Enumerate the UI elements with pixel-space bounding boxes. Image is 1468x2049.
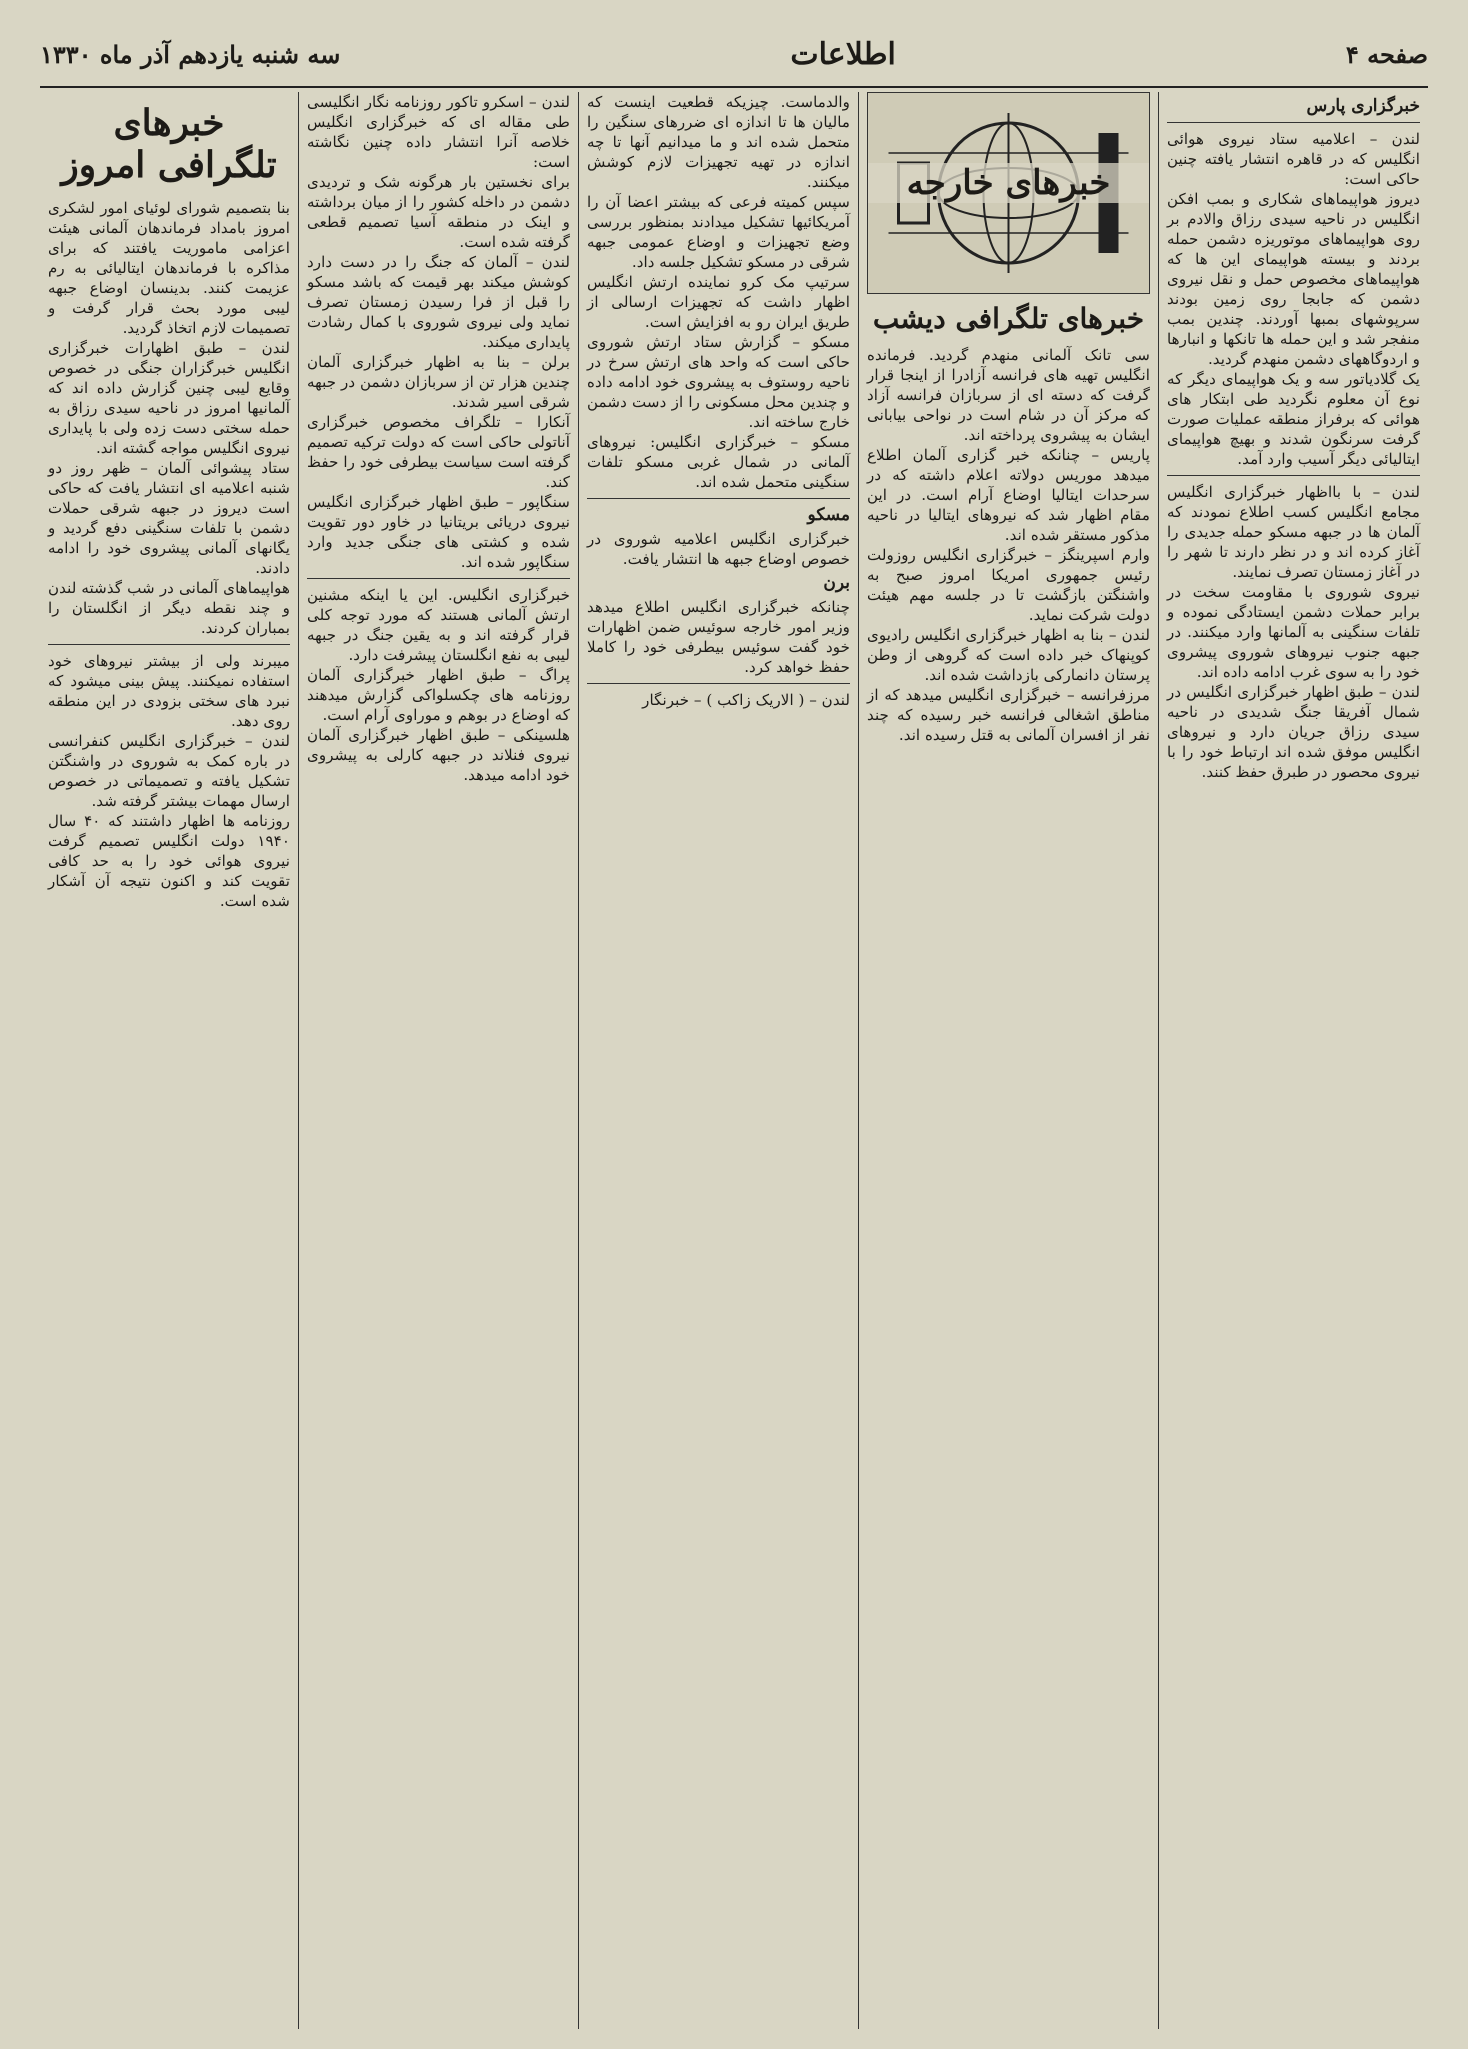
divider xyxy=(587,683,850,684)
center-signature: لندن – ( الاریک زاکب ) – خبرنگار xyxy=(642,691,850,709)
banner-title: خبرهای خارجه xyxy=(868,163,1149,203)
center-sub-body-1: خبرگزاری انگلیس اعلامیه شوروی در خصوص اوضاع جبهه ها انتشار یافت. xyxy=(582,530,850,568)
divider xyxy=(587,498,850,499)
section-banner xyxy=(867,92,1150,294)
paper-name: اطلاعات xyxy=(790,36,896,72)
column-headline xyxy=(40,92,298,2029)
center-sub-title-2: برن xyxy=(823,573,850,593)
pars-title: خبرگزاری پارس xyxy=(1306,96,1420,116)
column-today xyxy=(298,92,578,2029)
divider xyxy=(1167,122,1420,123)
today-body: لندن – اسکرو تاکور روزنامه نگار انگلیسی طی مقاله ای که خبرگزاری انگلیس خلاصه آنرا انتشار داده چنین نگاشته است: برای نخستین بار هرگونه شک و تردیدی دشمن در داخله کشور را از میان برداشته و اینک در منطقه آسیا تصمیم قطعی گرفته شده است. لندن – آلمان که جنگ را در دست دارد کوشش میکند بهر قیمت که باشد مسکو را قبل از فرا رسیدن زمستان تصرف نماید ولی نیروی شوروی با کمال رشادت پایداری میکند. برلن – بنا به اظهار خبرگزاری آلمان چندین هزار تن از سربازان دشمن در جبهه شرقی اسیر شدند. آنکارا – تلگراف مخصوص خبرگزاری آناتولی حاکی است که دولت ترکیه تصمیم گرفته است سیاست بیطرفی خود را حفظ کند. سنگاپور – طبق اظهار خبرگزاری انگلیس نیروی دریائی بریتانیا در خاور دور تقویت شده و کشتی های جنگی جدید وارد سنگاپور شده اند. xyxy=(307,93,570,571)
masthead xyxy=(40,30,1428,88)
evening-body: سی تانک آلمانی منهدم گردید. فرمانده انگلیس تهیه های فرانسه آزادرا از اینجا قرار گرفت که دسته ای از سربازان فرانسه آزاد که مرکز آن در شام است در نواحی بیابانی ایشان به پیشروی پرداخته اند. پاریس – چنانکه خبر گزاری آلمان اطلاع میدهد موریس دولاته اعلام داشته که در سرحدات ایتالیا اوضاع آرام است. در این مقام اظهار شد که نیروهای ایتالیا در ناحیه مذکور مستقر شده اند. وارم اسپرینگز – خبرگزاری انگلیس روزولت رئیس جمهوری امریکا امروز صبح به واشنگتن بازگشت تا در جلسه مهم هیئت دولت شرکت نماید. لندن – بنا به اظهار خبرگزاری انگلیس رادیوی کوپنهاک خبر داده است که گروهی از وطن پرستان دانمارکی بازداشت شده اند. مرزفرانسه – خبرگزاری انگلیس میدهد که از مناطق اشغالی فرانسه خبر رسیده که چند نفر از افسران آلمانی به قتل رسیده اند. xyxy=(867,346,1150,744)
issue-date: سه شنبه یازدهم آذر ماه ۱۳۳۰ xyxy=(40,39,341,69)
headline-column-bottom-body: میبرند ولی از بیشتر نیروهای خود استفاده نمیکنند. پیش بینی میشود که نبرد های سختی بزودی در این منطقه روی دهد. لندن – خبرگزاری انگلیس کنفرانسی در باره کمک به شوروی در واشنگتن تشکیل یافته و تصمیماتی در خصوص ارسال مهمات بیشتر گرفته شد. روزنامه ها اظهار داشتند که ۴۰ سال ۱۹۴۰ دولت انگلیس تصمیم گرفت نیروی هوائی خود را به حد کافی تقویت کند و اکنون نتیجه آن آشکار شده است. xyxy=(48,652,290,910)
columns xyxy=(40,92,1428,2029)
column-five-lower-body: لندن – با بااظهار خبرگزاری انگلیس مجامع انگلیس کسب اطلاع نمودند که آلمان ها در جبهه مسکو حمله جدیدی را آغاز کرده اند و در نظر دارند تا شهر را در آغاز زمستان تصرف نمایند. نیروی شوروی با مقاومت سخت در برابر حملات دشمن ایستادگی نموده و تلفات سنگینی به آلمانها وارد میکنند. در جبهه جنوب نیروهای شوروی پیشروی خود را به سوی غرب ادامه داده اند. لندن – طبق اظهار خبرگزاری انگلیس در شمال آفریقا جنگ شدیدی در ناحیه سیدی رزاق جریان دارد و نیروهای انگلیس موفق شده اند ارتباط خود را با نیروی محصور در طبرق حفظ کنند. xyxy=(1167,483,1420,781)
today-lower-body: خبرگزاری انگلیس. این یا اینکه مشنین ارتش آلمانی هستند که مورد توجه کلی قرار گرفته اند و به یقین جنگ در جبهه لیبی به نفع انگلستان پیشرفت دارد. پراگ – طبق اظهار خبرگزاری آلمان روزنامه های چکسلواکی گزارش میدهند که اوضاع در بوهم و موراوی آرام است. هلسینکی – طبق اظهار خبرگزاری آلمان نیروی فنلاند در جبهه کارلی به پیشروی خود ادامه میدهد. xyxy=(307,586,570,784)
page-number: صفحه ۴ xyxy=(1345,39,1428,69)
divider xyxy=(307,578,570,579)
center-body: والدماست. چیزیکه قطعیت اینست که مالیان ها تا اندازه ای ضررهای سنگین را متحمل شده اند و ما میدانیم آنها تا چه اندازه در تهیه تجهیزات لازم کوشش میکنند. سپس کمیته فرعی که بیشتر اعضا آن را آمریکائیها تشکیل میدادند بمنظور بررسی وضع تجهیزات و اوضاع عمومی جبهه شرقی در مسکو تشکیل جلسه داد. سرتیپ مک کرو نماینده ارتش انگلیس اظهار داشت که تجهیزات ارسالی از طریق ایران رو به افزایش است. مسکو – گزارش ستاد ارتش شوروی حاکی است که واحد های ارتش سرخ در ناحیه روستوف به پیشروی خود ادامه داده و چندین محل مسکونی را از دست دشمن خارج ساخته اند. مسکو – خبرگزاری انگلیس: نیروهای آلمانی در شمال غربی مسکو تلفات سنگینی متحمل شده اند. xyxy=(587,93,850,491)
divider xyxy=(48,644,290,645)
evening-title: خبرهای تلگرافی دیشب xyxy=(872,302,1145,335)
center-sub-body-2: چنانکه خبرگزاری انگلیس اطلاع میدهد وزیر امور خارجه سوئیس ضمن اظهارات خود گفت سوئیس بیطرفی خود را کاملا حفظ خواهد کرد. xyxy=(582,598,850,676)
column-evening xyxy=(858,92,1158,2029)
column-pars xyxy=(1158,92,1428,2029)
divider xyxy=(1167,475,1420,476)
today-headline: خبرهای تلگرافی امروز xyxy=(61,102,277,186)
pars-body: لندن – اعلامیه ستاد نیروی هوائی انگلیس که در قاهره انتشار یافته چنین حاکی است: دیروز هواپیماهای شکاری و بمب افکن انگلیس در ناحیه سیدی رزاق والادم بر روی هواپیماهای موتوریزه دشمن حمله بردند و بیسته هواپیمای این ها که هواپیماهای مخصوص حمل و نقل نیروی دشمن که جابجا روی زمین بودند سرپوشهای بمبها آوردند. چندین بمب منفجر شد و این حمله ها تانکها و انبارها و اردوگاههای دشمن منهدم گردید. یک گلادیاتور سه و یک هواپیمای دیگر که نوع آن معلوم نگردید طی ابتکار های هوائی که برفراز منطقه عملیات صورت گرفت سرنگون شدند و بهیچ هواپیمای ایتالیائی دیگر آسیب وارد آمد. xyxy=(1167,130,1420,468)
center-sub-title-1: مسکو xyxy=(807,505,850,525)
headline-column-top-body: بنا بتصمیم شورای لوئیای امور لشکری امروز بامداد فرماندهان آلمانی هیئت اعزامی ماموریت یافتند که برای مذاکره با فرماندهان ایتالیائی به رم عزیمت کنند. بدینسان اوضاع جبهه لیبی مورد بحث قرار گرفت و تصمیمات لازم اتخاذ گردید. لندن – طبق اظهارات خبرگزاری انگلیس خبرگزاران جنگی در خصوص وقایع لیبی چنین گزارش داده اند که آلمانیها امروز در ناحیه سیدی رزاق به حمله سختی دست زده ولی با پایداری نیروی انگلیس مواجه گشته اند. ستاد پیشوائی آلمان – ظهر روز دو شنبه اعلامیه ای انتشار یافت که حاکی است دیروز در جبهه شرقی حملات دشمن با تلفات سنگینی دفع گردید و یگانهای آلمانی پیشروی خود را ادامه دادند. هواپیماهای آلمانی در شب گذشته لندن و چند نقطه دیگر از انگلستان را بمباران کردند. xyxy=(48,199,290,637)
column-center xyxy=(578,92,858,2029)
